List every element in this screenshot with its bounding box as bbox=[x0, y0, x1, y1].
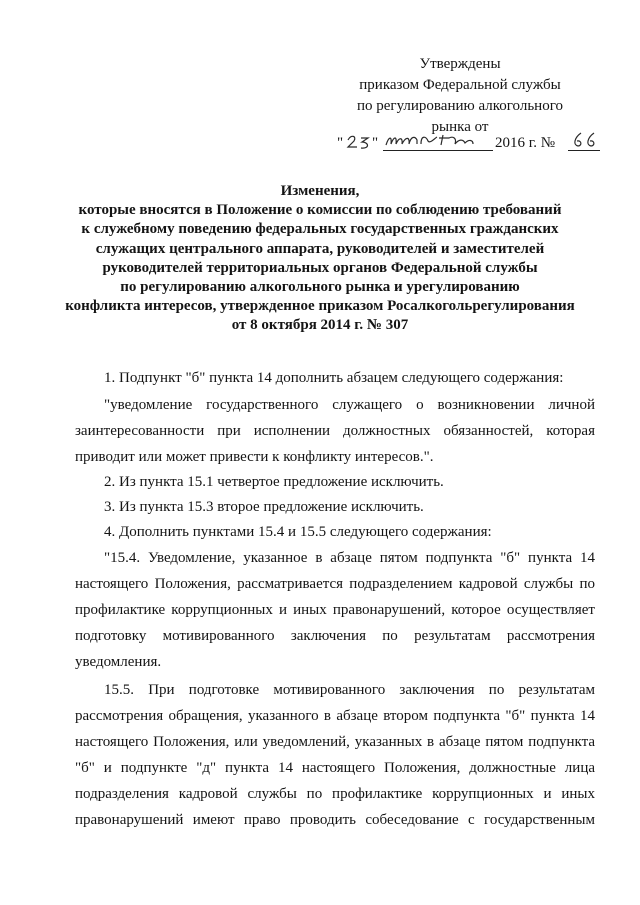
number-underline bbox=[568, 150, 600, 151]
month-underline bbox=[383, 150, 493, 151]
handwritten-number bbox=[570, 130, 602, 152]
approval-line-order: приказом Федеральной службы bbox=[359, 77, 561, 93]
quoted-paragraph-line: "уведомление государственного служащего о возникновении личной bbox=[104, 397, 595, 413]
item-4-text: 4. Дополнить пунктами 15.4 и 15.5 следующего содержания: bbox=[104, 524, 492, 540]
title-line: руководителей территориальных органов Федеральной службы bbox=[102, 259, 538, 276]
item-3-text: 3. Из пункта 15.3 второе предложение исключить. bbox=[104, 499, 424, 515]
quoted-paragraph-line: заинтересованности при исполнении должностных обязанностей, которая bbox=[75, 423, 595, 439]
title-line: от 8 октября 2014 г. № 307 bbox=[231, 317, 409, 334]
approval-block bbox=[330, 54, 590, 138]
document-title bbox=[40, 182, 600, 336]
clause-15-5-line: настоящего Положения, или уведомлений, указанных в абзаце пятом подпункта bbox=[75, 734, 595, 750]
clause-15-5-line: "б" и подпункте "д" пункта 14 настоящего Положения, должностные лица bbox=[75, 760, 595, 776]
handwritten-day bbox=[345, 132, 375, 152]
clause-15-4-line: "15.4. Уведомление, указанное в абзаце пятом подпункта "б" пункта 14 bbox=[104, 550, 595, 566]
title-line: Изменения, bbox=[280, 183, 360, 199]
clause-15-4-line: подготовку мотивированного заключения по результатам рассмотрения bbox=[75, 628, 595, 644]
approval-line-approved: Утверждены bbox=[419, 56, 501, 72]
title-line: к служебному поведению федеральных государственных гражданских bbox=[81, 221, 559, 238]
year-and-number-label: 2016 г. № bbox=[495, 135, 556, 151]
approval-date-line bbox=[335, 130, 605, 154]
title-line: конфликта интересов, утвержденное приказом Росалкогольрегулирования bbox=[65, 298, 575, 315]
approval-line-regulation: по регулированию алкогольного bbox=[356, 98, 563, 114]
clause-15-5-line: рассмотрения обращения, указанного в абзаце втором подпункта "б" пункта 14 bbox=[75, 708, 595, 724]
handwritten-month bbox=[383, 130, 491, 152]
date-quote-open: " bbox=[337, 135, 344, 151]
clause-15-5-line: правонарушений имеют право проводить собеседование с государственным bbox=[75, 812, 595, 828]
title-line: по регулированию алкогольного рынка и урегулированию bbox=[120, 279, 520, 296]
title-line: служащих центрального аппарата, руководителей и заместителей bbox=[95, 240, 545, 257]
item-1-text: 1. Подпункт "б" пункта 14 дополнить абзацем следующего содержания: bbox=[104, 370, 564, 386]
clause-15-4-line: профилактике коррупционных и иных правонарушений, которое осуществляет bbox=[75, 602, 595, 618]
quoted-paragraph-line: приводит или может привести к конфликту интересов.". bbox=[75, 449, 434, 465]
item-2-text: 2. Из пункта 15.1 четвертое предложение исключить. bbox=[104, 474, 444, 490]
approval-line-market: рынка от bbox=[431, 119, 489, 135]
clause-15-4-line: настоящего Положения, рассматривается подразделением кадровой службы по bbox=[75, 576, 595, 592]
clause-15-5-line: 15.5. При подготовке мотивированного заключения по результатам bbox=[104, 682, 595, 698]
clause-15-5-line: подразделения кадровой службы по профилактике коррупционных и иных bbox=[75, 786, 595, 802]
clause-15-4-line: уведомления. bbox=[75, 654, 162, 670]
title-line: которые вносятся в Положение о комиссии по соблюдению требований bbox=[78, 202, 562, 219]
date-quote-close: " bbox=[372, 135, 379, 151]
